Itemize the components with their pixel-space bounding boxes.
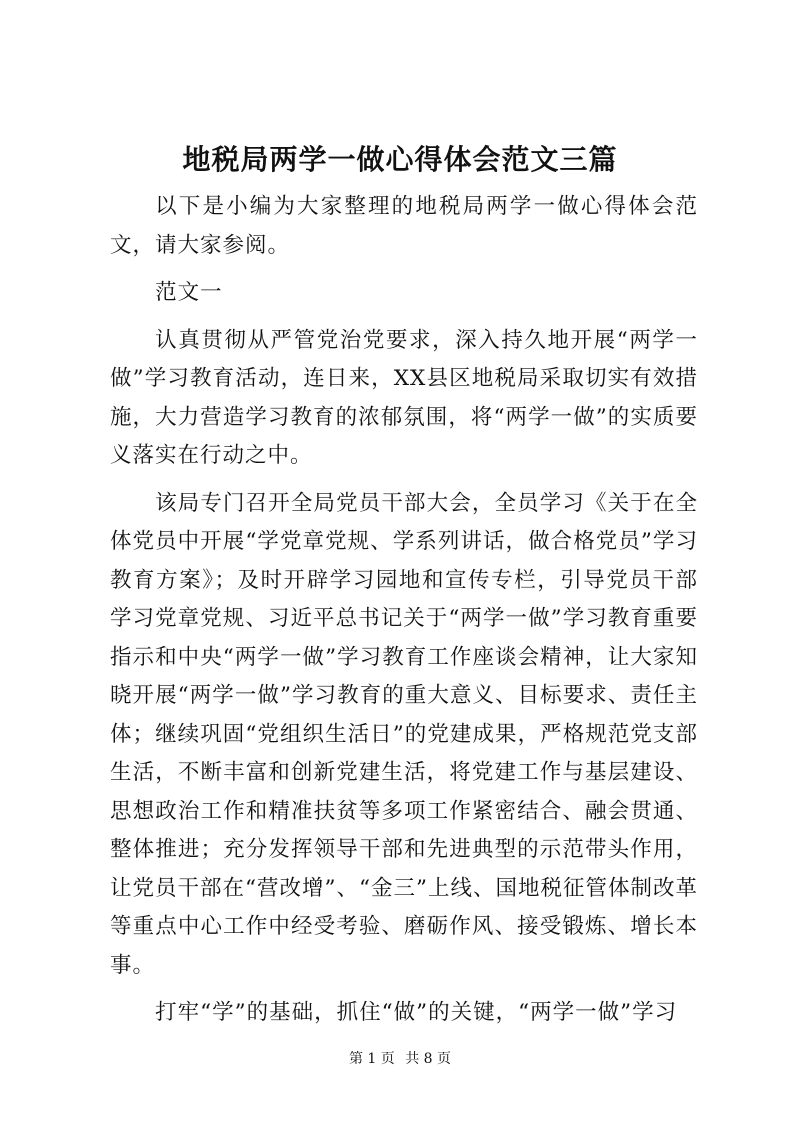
- paragraph: 该局专门召开全局党员干部大会，全员学习《关于在全体党员中开展“学党章党规、学系列讲话，做合格党员”学习教育方案》；及时开辟学习园地和宣传专栏，引导党员干部学习党章党规、习近平总书记关于“两学一做”学习教育重要指示和中央“两学一做”学习教育工作座谈会精神，让大家知晓开展“两学一做”学习教育的重大意义、目标要求、责任主体；继续巩固“党组织生活日”的党建成果，严格规范党支部生活，不断丰富和创新党建生活，将党建工作与基层建设、思想政治工作和精准扶贫等多项工作紧密结合、融会贯通、整体推进；充分发挥领导干部和先进典型的示范带头作用，让党员干部在“营改增”、“金三”上线、国地税征管体制改革等重点中心工作中经受考验、磨砺作风、接受锻炼、增长本事。: [110, 490, 698, 978]
- document-body: [110, 188, 698, 1042]
- page-footer: [0, 1048, 800, 1068]
- paragraph: 打牢“学”的基础，抓住“做”的关键，“两学一做”学习: [155, 1000, 678, 1025]
- page-number: 第 1 页: [348, 1051, 395, 1067]
- page-total: 共 8 页: [405, 1051, 452, 1067]
- paragraph-section-heading: 范文一: [155, 280, 223, 305]
- paragraph: 认真贯彻从严管党治党要求，深入持久地开展“两学一做”学习教育活动，连日来，XX县区地税局采取切实有效措施，大力营造学习教育的浓郁氛围，将“两学一做”的实质要义落实在行动之中。: [110, 327, 698, 468]
- document-title: 地税局两学一做心得体会范文三篇: [182, 143, 618, 176]
- paragraph-intro: 以下是小编为大家整理的地税局两学一做心得体会范文，请大家参阅。: [110, 194, 698, 258]
